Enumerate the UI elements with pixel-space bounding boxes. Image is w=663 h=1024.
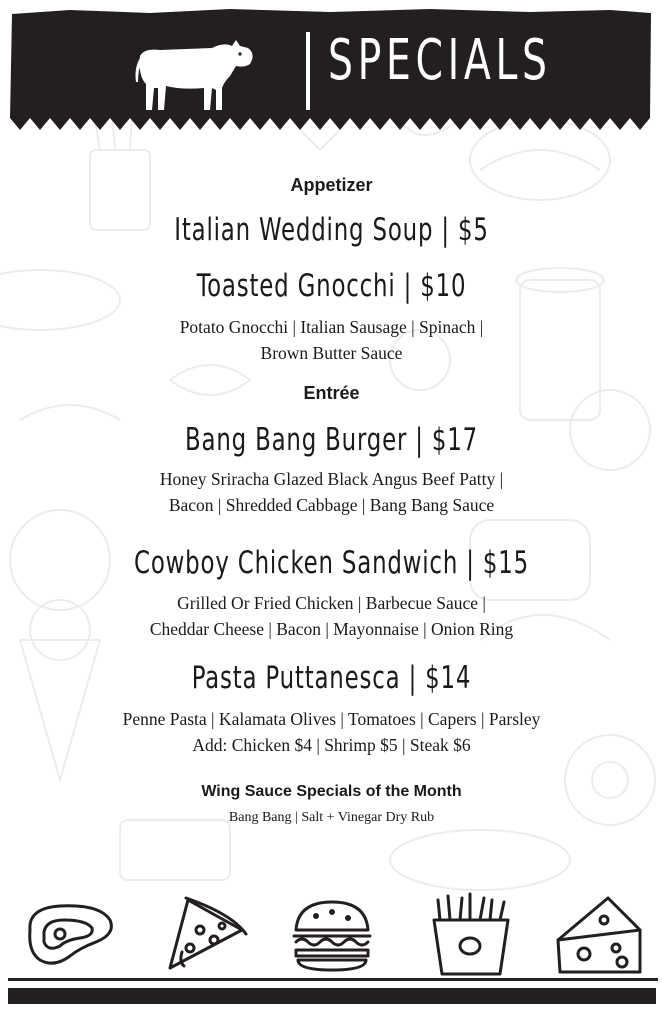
description-line: Penne Pasta | Kalamata Olives | Tomatoes | Capers | Parsley bbox=[122, 709, 541, 729]
header-banner bbox=[10, 8, 653, 130]
pizza-slice-icon bbox=[170, 898, 246, 968]
menu-item-description bbox=[60, 590, 603, 642]
header-divider bbox=[306, 32, 310, 110]
wing-specials-list: Bang Bang | Salt + Vinegar Dry Rub bbox=[228, 810, 435, 825]
menu-item-name: Bang Bang Burger | $17 bbox=[184, 422, 478, 458]
page-title: SPECIALS bbox=[328, 28, 552, 93]
menu-item-name: Cowboy Chicken Sandwich | $15 bbox=[134, 545, 529, 581]
menu-item-name: Pasta Puttanesca | $14 bbox=[191, 660, 472, 696]
menu-item-description bbox=[60, 314, 603, 366]
description-line: Bacon | Shredded Cabbage | Bang Bang Sauce bbox=[168, 495, 495, 515]
menu-item-description bbox=[60, 466, 603, 518]
fries-icon bbox=[434, 894, 508, 974]
section-heading-appetizer: Appetizer bbox=[290, 175, 373, 195]
steak-icon bbox=[30, 906, 112, 963]
description-line: Honey Sriracha Glazed Black Angus Beef Patty | bbox=[159, 469, 504, 489]
description-line: Brown Butter Sauce bbox=[260, 343, 403, 363]
menu-item-description bbox=[60, 706, 603, 758]
cheese-icon bbox=[558, 898, 640, 972]
footer-icon-row bbox=[0, 890, 663, 990]
description-line: Add: Chicken $4 | Shrimp $5 | Steak $6 bbox=[192, 735, 471, 755]
cow-icon bbox=[132, 38, 258, 116]
description-line: Grilled Or Fried Chicken | Barbecue Sauce | bbox=[177, 593, 486, 613]
burger-icon bbox=[294, 902, 370, 970]
description-line: Cheddar Cheese | Bacon | Mayonnaise | Onion Ring bbox=[149, 619, 514, 639]
section-heading-wing-specials: Wing Sauce Specials of the Month bbox=[201, 783, 462, 800]
section-heading-entree: Entrée bbox=[303, 383, 360, 403]
description-line: Potato Gnocchi | Italian Sausage | Spinach | bbox=[179, 317, 484, 337]
footer-rule bbox=[8, 978, 658, 981]
footer-band bbox=[8, 988, 656, 1004]
menu-item-name: Italian Wedding Soup | $5 bbox=[174, 212, 489, 248]
menu-item-name: Toasted Gnocchi | $10 bbox=[196, 268, 467, 304]
